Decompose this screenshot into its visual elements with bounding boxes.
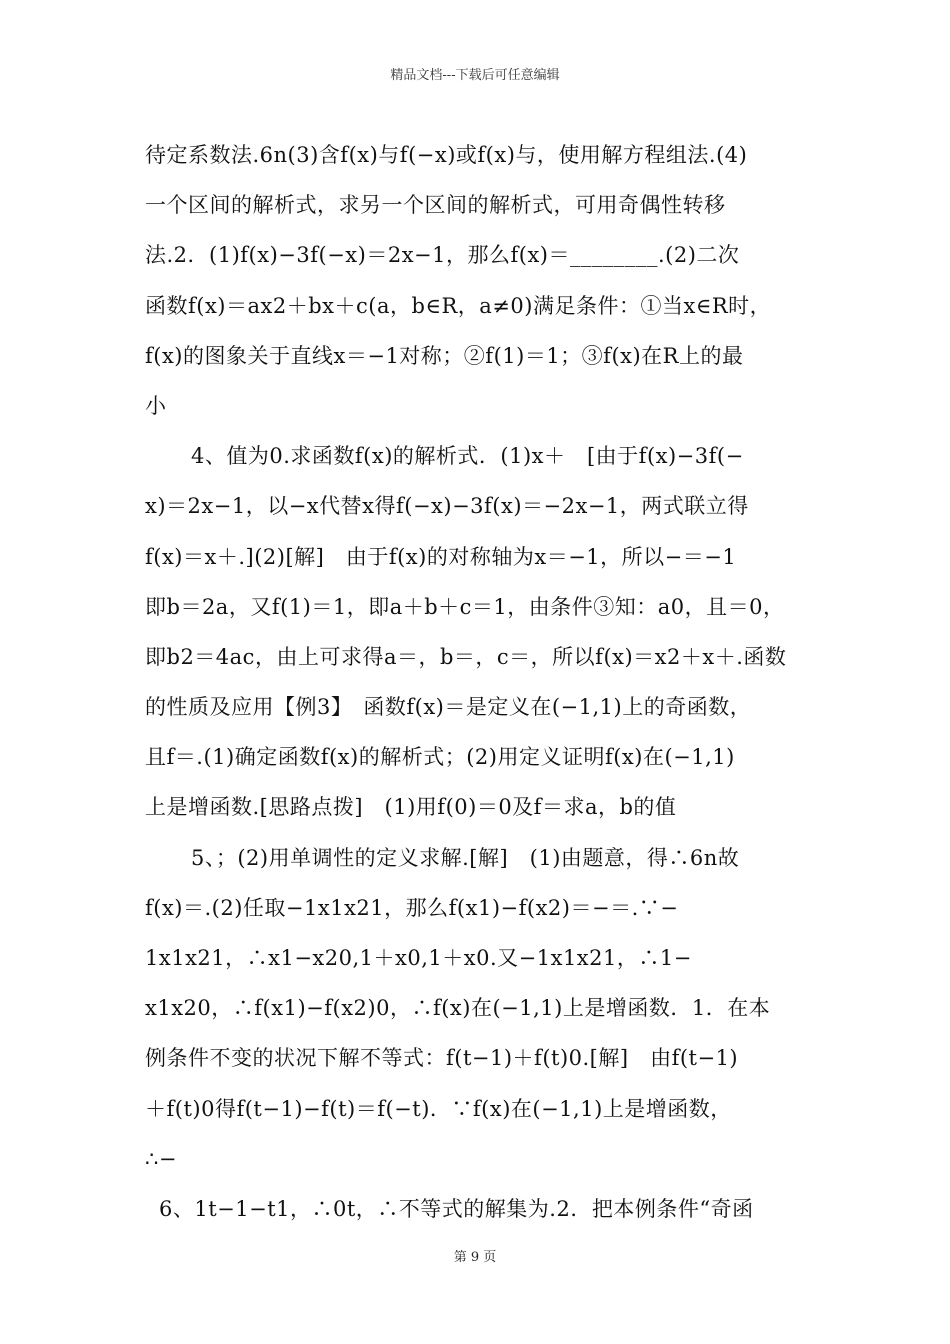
- text-line: 5、；(2)用单调性的定义求解.[解] (1)由题意，得∴6n故: [191, 845, 740, 870]
- text-line: 上是增函数.[思路点拨] (1)用f(0)＝0及f＝求a，b的值: [145, 795, 677, 820]
- text-line: f(x)＝.(2)任取−1x1x21，那么f(x1)−f(x2)＝−＝.∵−: [145, 895, 679, 920]
- text-line: 6、1t−1−t1，∴0t，∴不等式的解集为.2．把本例条件“奇函: [159, 1196, 754, 1221]
- text-line: ∴−: [145, 1146, 177, 1171]
- text-line: 小: [145, 393, 167, 418]
- text-line: 待定系数法.6n(3)含f(x)与f(−x)或f(x)与，使用解方程组法.(4): [145, 143, 748, 167]
- paragraph-4: [145, 431, 810, 833]
- text-line: 4、值为0.求函数f(x)的解析式．(1)x＋ [由于f(x)−3f(−: [191, 444, 744, 469]
- text-line: 函数f(x)＝ax2＋bx＋c(a，b∈R，a≠0)满足条件：①当x∈R时，: [145, 293, 772, 318]
- text-line: 例条件不变的状况下解不等式：f(t−1)＋f(t)0.[解] 由f(t−1): [145, 1046, 739, 1071]
- text-line: 且f＝.(1)确定函数f(x)的解析式；(2)用定义证明f(x)在(−1,1): [145, 745, 735, 770]
- page-number: 第 9 页: [453, 1250, 497, 1265]
- text-line: f(x)的图象关于直线x＝−1对称；②f(1)＝1；③f(x)在R上的最: [145, 343, 744, 368]
- paragraph-5: [145, 833, 810, 1184]
- text-line: 法.2．(1)f(x)−3f(−x)＝2x−1，那么f(x)＝________.(2)二次: [145, 243, 740, 268]
- text-line: ＋f(t)0得f(t−1)−f(t)＝f(−t)．∵f(x)在(−1,1)上是增函数，: [145, 1096, 732, 1121]
- page-header: 精品文档---下载后可任意编辑: [390, 68, 560, 83]
- text-line: x1x20，∴f(x1)−f(x2)0，∴f(x)在(−1,1)上是增函数．1．在本: [145, 996, 771, 1021]
- text-line: x)＝2x−1，以−x代替x得f(−x)−3f(x)＝−2x−1，两式联立得: [145, 494, 749, 519]
- paragraph-6: [145, 1184, 810, 1234]
- paragraph-3: [145, 130, 810, 431]
- text-line: f(x)＝x＋.](2)[解] 由于f(x)的对称轴为x＝−1，所以−＝−1: [145, 544, 737, 569]
- document-body: [145, 130, 810, 1234]
- text-line: 即b＝2a，又f(1)＝1，即a＋b＋c＝1，由条件③知：a0，且＝0，: [145, 594, 785, 619]
- text-line: 即b2＝4ac，由上可求得a＝，b＝，c＝，所以f(x)＝x2＋x＋.函数: [145, 644, 787, 669]
- text-line: 一个区间的解析式，求另一个区间的解析式，可用奇偶性转移: [145, 193, 726, 218]
- text-line: 的性质及应用【例3】 函数f(x)＝是定义在(−1,1)上的奇函数，: [145, 695, 752, 720]
- text-line: 1x1x21，∴x1−x20,1＋x0,1＋x0.又−1x1x21，∴1−: [145, 946, 692, 970]
